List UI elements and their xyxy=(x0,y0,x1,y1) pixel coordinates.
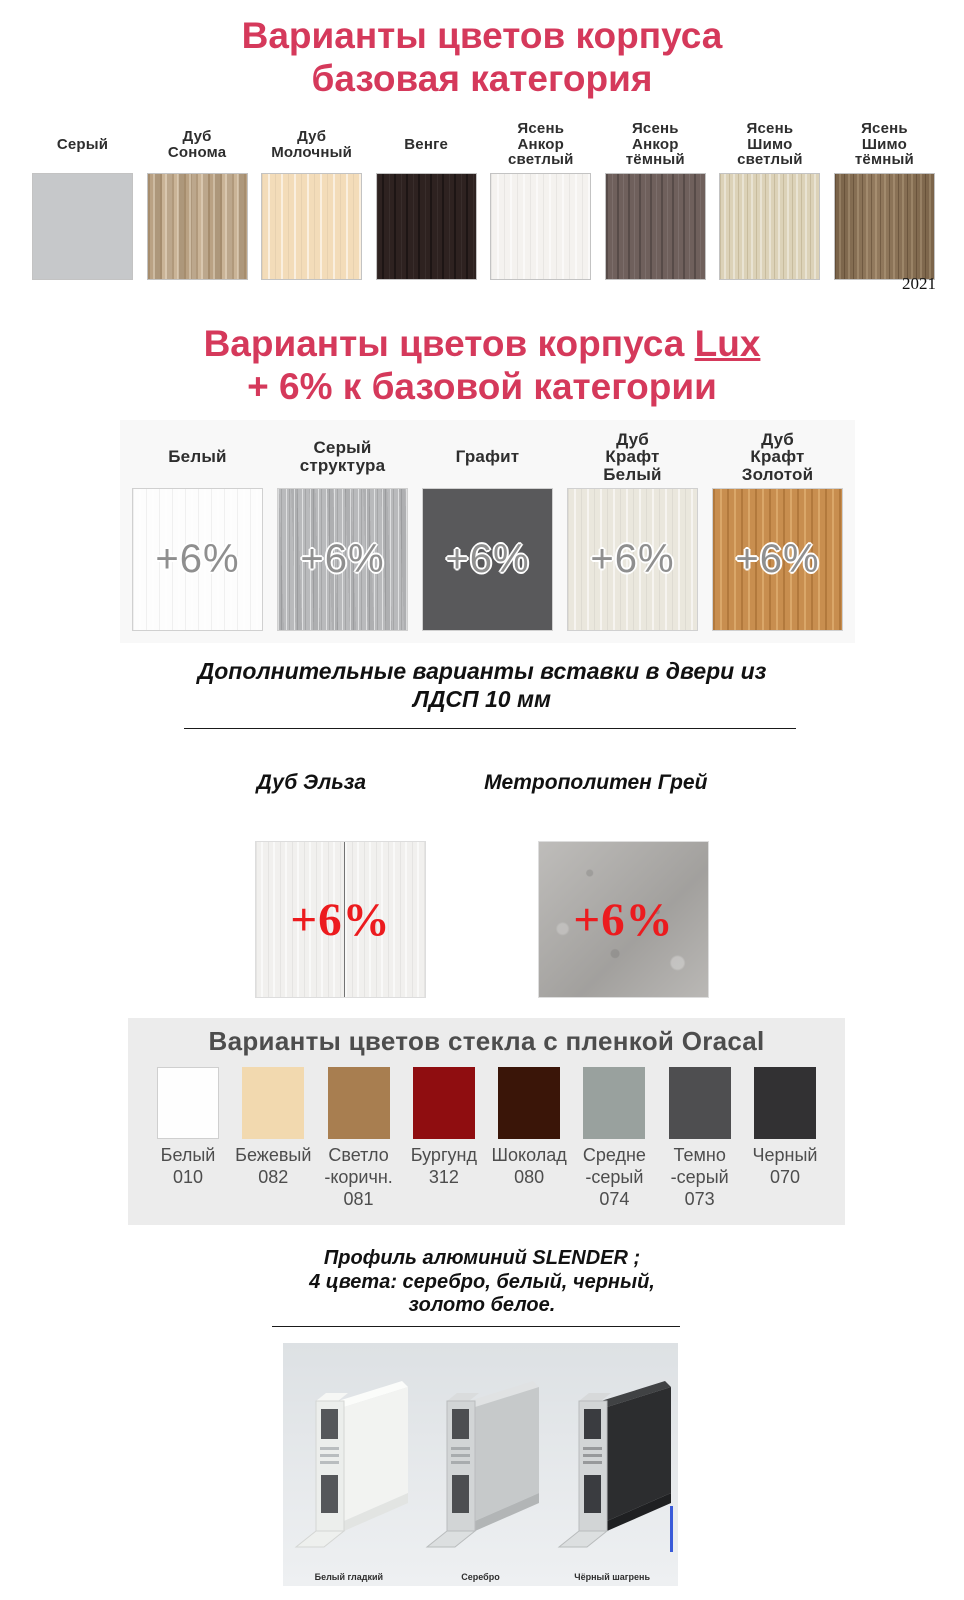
insert-labels xyxy=(0,771,964,795)
ldsp-heading: Дополнительные варианты вставки в двери из ЛДСП 10 мм xyxy=(197,658,767,713)
label-serebro: Серебро xyxy=(461,1571,500,1582)
label-yasen-ankor-temnyi: Ясень Анкор тёмный xyxy=(625,120,685,169)
swatch-dub-elza xyxy=(255,841,426,998)
label-yasen-shimo-svetlyi: Ясень Шимо светлый xyxy=(737,120,803,169)
lux-color-labels xyxy=(132,428,843,486)
label-dub-molochnyi: Дуб Молочный xyxy=(271,127,353,161)
lux-title-line2: + 6% к базовой категории xyxy=(247,365,717,407)
surcharge-label: +6% xyxy=(445,537,530,582)
label-dub-kraft-zolotoi: Дуб Крафт Золотой xyxy=(741,429,814,484)
label-yasen-shimo-temnyi: Ясень Шимо тёмный xyxy=(854,120,914,169)
surcharge-label: +6% xyxy=(300,537,385,582)
swatch-temno-seryi-073 xyxy=(669,1067,731,1139)
swatch-bezhevyi-082 xyxy=(242,1067,304,1139)
swatch-metropoliten-grei xyxy=(538,841,709,998)
label-burgund-312: Бургунд 312 xyxy=(410,1145,477,1188)
swatch-dub-kraft-belyi xyxy=(567,488,698,631)
swatch-venge xyxy=(376,173,477,280)
base-title-line2: базовая категория xyxy=(311,58,653,100)
swatch-dub-molochnyi xyxy=(261,173,362,280)
swatch-yasen-shimo-temnyi xyxy=(834,173,935,280)
label-temno-seryi-073: Темно -серый 073 xyxy=(670,1145,729,1210)
label-sredne-seryi-074: Средне -серый 074 xyxy=(582,1145,646,1210)
surcharge-label: +6% xyxy=(735,537,820,582)
divider-line xyxy=(272,1326,680,1327)
surcharge-label: +6% xyxy=(590,537,675,582)
label-svetlo-korichn-081: Светло -коричн. 081 xyxy=(324,1145,393,1210)
swatch-yasen-ankor-temnyi xyxy=(605,173,706,280)
slender-heading: Профиль алюминий SLENDER ; 4 цвета: серебро, белый, черный, золото белое. xyxy=(309,1247,655,1317)
swatch-seryi-struktura xyxy=(277,488,408,631)
divider-line xyxy=(184,728,796,729)
label-bezhevyi-082: Бежевый 082 xyxy=(235,1145,312,1188)
blue-cursor-artifact xyxy=(670,1506,673,1552)
label-chernyi-shagren: Чёрный шагрень xyxy=(574,1571,650,1582)
label-seryi: Серый xyxy=(56,135,109,153)
label-belyi-010: Белый 010 xyxy=(160,1145,216,1188)
profile-illustration-silver xyxy=(421,1357,539,1557)
swatch-yasen-ankor-svetlyi xyxy=(490,173,591,280)
swatch-dub-sonoma xyxy=(147,173,248,280)
label-belyi-gladkii: Белый гладкий xyxy=(314,1571,384,1582)
base-color-row xyxy=(0,120,964,293)
oracal-title: Варианты цветов стекла с пленкой Oracal xyxy=(208,1026,765,1057)
lux-title-line1: Варианты цветов корпуса Lux xyxy=(203,322,761,364)
profile-illustrations xyxy=(283,1357,678,1557)
label-yasen-ankor-svetlyi: Ясень Анкор светлый xyxy=(507,120,574,169)
swatch-seryi xyxy=(32,173,133,280)
label-dub-sonoma: Дуб Сонома xyxy=(167,127,227,161)
lux-word: Lux xyxy=(694,322,761,364)
swatch-belyi-010 xyxy=(157,1067,219,1139)
profile-labels xyxy=(283,1572,678,1582)
base-section-title xyxy=(0,0,964,101)
label-dub-elza: Дуб Эльза xyxy=(256,771,367,795)
label-grafit: Графит xyxy=(455,447,520,467)
base-title-line1: Варианты цветов корпуса xyxy=(241,15,723,56)
swatch-grafit xyxy=(422,488,553,631)
profile-photo xyxy=(283,1343,678,1586)
watermark-year: 2021 xyxy=(902,273,936,293)
profile-illustration-white xyxy=(290,1357,408,1557)
surcharge-label-red: +6% xyxy=(573,893,674,946)
base-color-swatches xyxy=(32,173,935,280)
insert-swatches xyxy=(0,841,964,998)
oracal-swatches xyxy=(146,1067,827,1139)
swatch-burgund-312 xyxy=(413,1067,475,1139)
swatch-chernyi-070 xyxy=(754,1067,816,1139)
base-color-labels xyxy=(32,121,935,169)
oracal-labels xyxy=(146,1145,827,1211)
surcharge-label: +6% xyxy=(155,537,240,582)
oracal-panel xyxy=(128,1018,845,1225)
profile-illustration-black xyxy=(553,1357,671,1557)
label-venge: Венге xyxy=(404,135,449,153)
lux-color-swatches xyxy=(132,488,843,631)
swatch-belyi xyxy=(132,488,263,631)
swatch-svetlo-korichn-081 xyxy=(328,1067,390,1139)
swatch-yasen-shimo-svetlyi xyxy=(719,173,820,280)
label-shokolad-080: Шоколад 080 xyxy=(491,1145,567,1188)
surcharge-label-red: +6% xyxy=(290,893,391,946)
swatch-dub-kraft-zolotoi xyxy=(712,488,843,631)
label-chernyi-070: Черный 070 xyxy=(752,1145,818,1188)
lux-section-title xyxy=(0,308,964,409)
label-dub-kraft-belyi: Дуб Крафт Белый xyxy=(603,429,662,484)
swatch-sredne-seryi-074 xyxy=(583,1067,645,1139)
label-belyi: Белый xyxy=(168,447,227,467)
label-metropoliten-grei: Метрополитен Грей xyxy=(484,771,708,795)
lux-color-panel xyxy=(120,420,855,643)
swatch-shokolad-080 xyxy=(498,1067,560,1139)
label-seryi-struktura: Серый структура xyxy=(299,438,386,476)
